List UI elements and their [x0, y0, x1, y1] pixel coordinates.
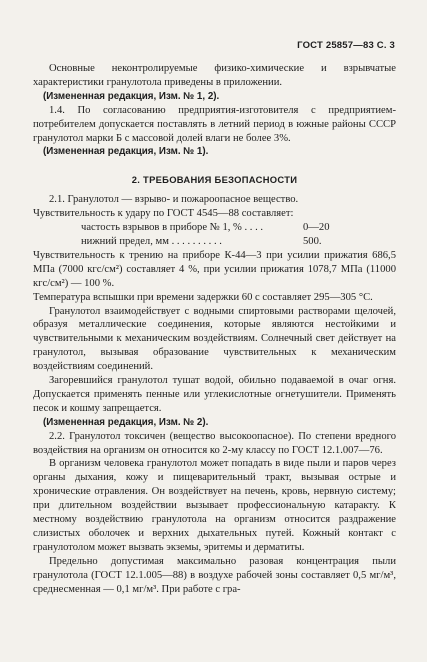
paragraph-concentration: Предельно допустимая максимально разовая концентрация пыли гранулотола (ГОСТ 12.1.005—88) в воздухе рабочей зоны составляет 0,5 мг/м³, среднесменная — 0,1 мг/м³. При работе с гра-	[33, 555, 396, 595]
list-item-label: нижний предел, мм . . . . . . . . . .	[81, 235, 222, 247]
impact-sensitivity-list	[81, 221, 396, 249]
revision-note: (Измененная редакция, Изм. № 2).	[43, 416, 209, 428]
revision-note: (Измененная редакция, Изм. № 1).	[43, 146, 209, 158]
page-content	[33, 62, 396, 597]
paragraph-toxicity: В организм человека гранулотол может попадать в виде пыли и паров через органы дыхания, кожу и пищеварительный тракт, вызывая острые и хронические отравления. Он воздействует на печень, кровь, нервную систему; при длительном воздействии вызывает профессиональную катаракту. К местному воздействию гранулотола на организм относится раздражение слизистых оболочек и верхних дыхательных путей. Кожный контакт с гранулотолом может вызвать экземы, эритемы и дерматиты.	[33, 458, 396, 553]
paragraph-1-4: 1.4. По согласованию предприятия-изготовителя с предприятием-потребителем допускается поставлять в летний период в южные районы СССР гранулотол марки Б с массовой долей влаги не более 3%.	[33, 104, 396, 144]
paragraph-extinguishing: Загоревшийся гранулотол тушат водой, обильно подаваемой в очаг огня. Допускается применять пенные или углекислотные огнетушители. Применять песок и кошму запрещается.	[33, 375, 396, 414]
list-item-value: 0—20	[303, 222, 330, 234]
revision-note: (Измененная редакция, Изм. № 1, 2).	[43, 90, 220, 102]
paragraph-impact-sensitivity: Чувствительность к удару по ГОСТ 4545—88 составляет:	[33, 208, 294, 220]
paragraph-reactivity: Гранулотол взаимодействует с водными спиртовыми растворами щелочей, образуя металлические соединения, которые являются нестойкими и чувствительными к механическим воздействиям. Солнечный свет действует на гранулотол, вызывая образование чувствительных к механическим воздействиям соединений.	[33, 305, 396, 373]
list-item	[81, 221, 396, 235]
paragraph-flash-temperature: Температура вспышки при времени задержки 60 с составляет 295—305 °С.	[33, 291, 373, 303]
section-heading: 2. ТРЕБОВАНИЯ БЕЗОПАСНОСТИ	[131, 174, 298, 186]
paragraph-2-2: 2.2. Гранулотол токсичен (вещество высокоопасное). По степени вредного воздействия на организм он относится ко 2-му классу по ГОСТ 12.1.007—76.	[33, 430, 396, 456]
page-header: ГОСТ 25857—83 С. 3	[297, 40, 395, 51]
paragraph-friction-sensitivity: Чувствительность к трению на приборе К-44—3 при усилии прижатия 686,5 МПа (7000 кгс/см²) составляет 4 %, при усилии прижатия 1078,7 МПа (11000 кгс/см²) — 100 %.	[33, 249, 396, 289]
list-item-value: 500.	[303, 235, 322, 247]
list-item-label: частость взрывов в приборе № 1, % . . . .	[81, 222, 264, 234]
list-item	[81, 235, 396, 249]
paragraph-appendix-ref: Основные неконтролируемые физико-химические и взрывчатые характеристики гранулотола приведены в приложении.	[33, 63, 396, 88]
paragraph-2-1: 2.1. Гранулотол — взрыво- и пожароопасное вещество.	[49, 194, 299, 206]
